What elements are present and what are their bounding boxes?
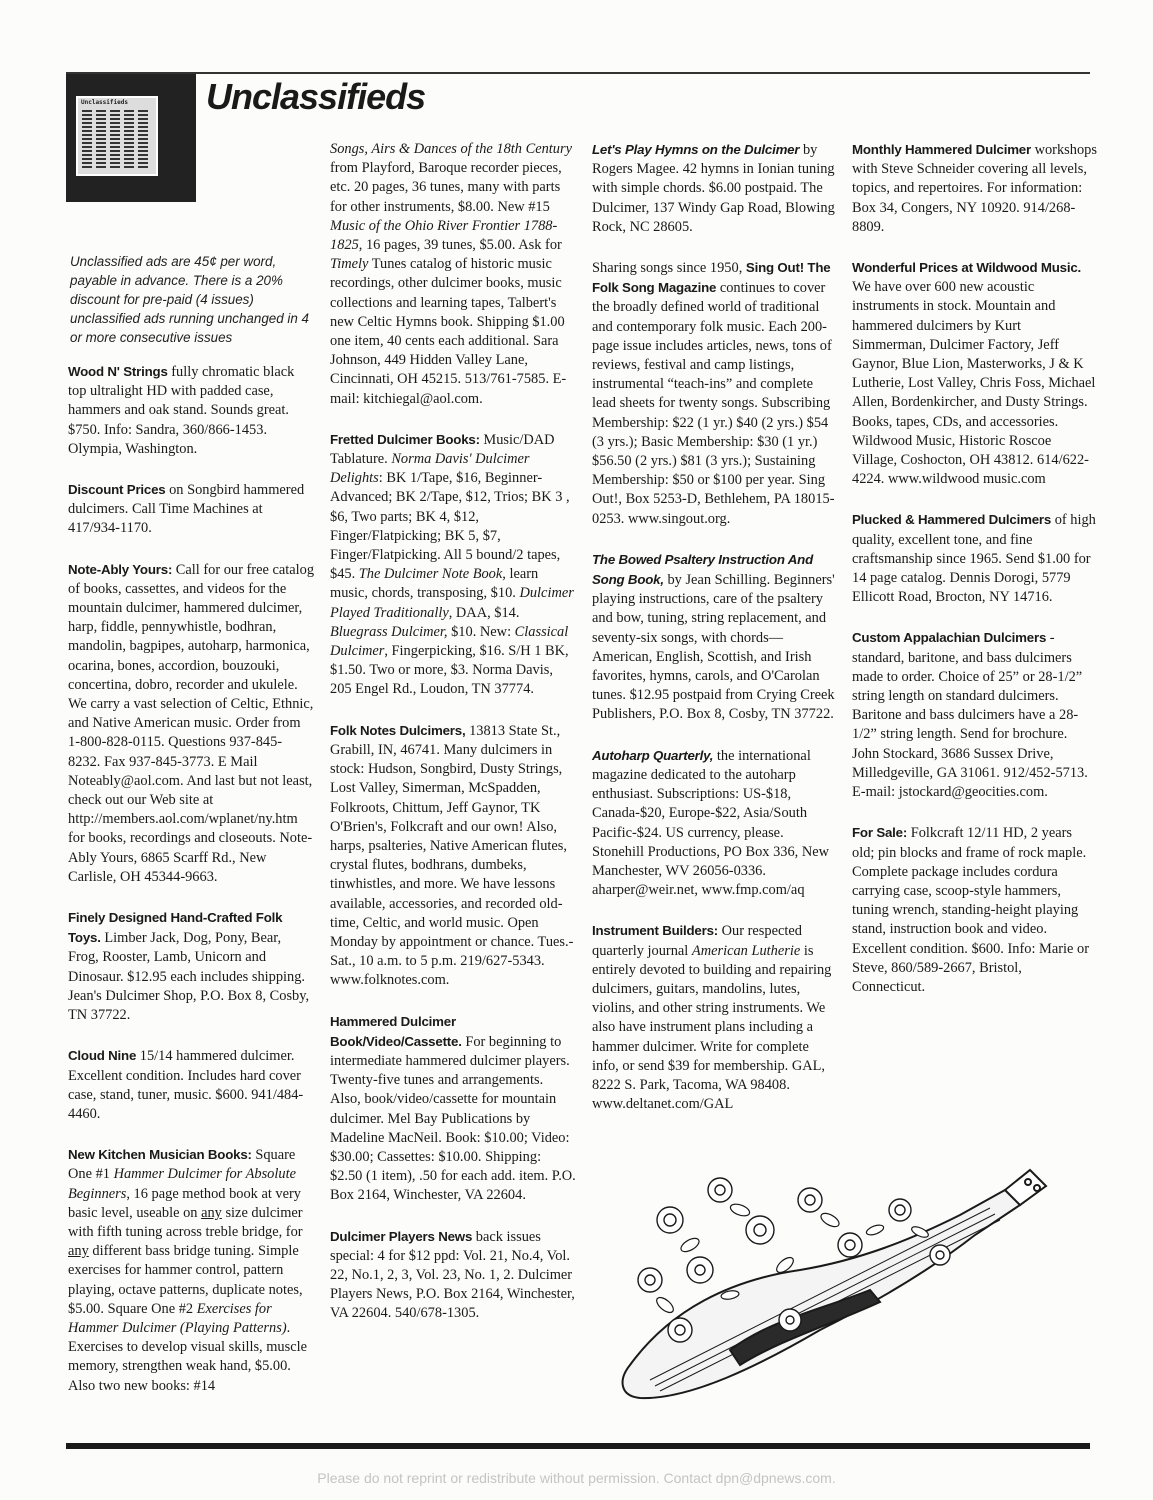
ad-monthly-hammered-dulcimer xyxy=(852,140,1098,237)
book-title: Hammer Dulcimer for Absolute Beginners xyxy=(68,1166,296,1202)
ad-text: , Fingerpicking, $16. S/H 1 BK, $1.50. Two or more, $3. Norma Davis, 205 Engel Rd., Loudon, TN 37774. xyxy=(330,643,569,698)
ad-body: Limber Jack, Dog, Pony, Bear, Frog, Rooster, Lamb, Unicorn and Dinosaur. $12.95 each includes shipping. Jean's Dulcimer Shop, P.O. Box 8, Cosby, TN 37722. xyxy=(68,930,310,1024)
ad-title: Custom Appalachian Dulcimers xyxy=(852,630,1047,646)
ad-discount-prices xyxy=(68,480,314,539)
ad-sing-out xyxy=(592,258,838,529)
ad-body: 13813 State St., Grabill, IN, 46741. Many dulcimers in stock: Hudson, Songbird, Dusty Strings, Lost Valley, Simerman, McSpadden, Folkroots, Chittum, Jeff Gaynor, TK O'Brien's, Folkcraft and our own! Also, harps, psalteries, Native American flutes, crystal flutes, bodhrans, dumbeks, tinwhistles, and more. We have lessons available, accessories, and recorded old-time, Celtic, and world music. Open Monday by appointment or chance. Tues.-Sat., 10 a.m. to 5 p.m. 219/627-5343. www.folknotes.com. xyxy=(330,722,574,989)
ad-title: Instrument Builders: xyxy=(592,923,719,939)
ad-plucked-hammered-dulcimers xyxy=(852,510,1098,607)
ad-text: $10. New: xyxy=(447,623,515,640)
ad-text: from Playford, Baroque recorder pieces, etc. 20 pages, 36 tunes, many with parts for other instruments, $8.00. New #15 xyxy=(330,160,562,215)
newspaper-column xyxy=(138,110,148,168)
ad-title: Finely Designed Hand-Crafted Folk Toys. xyxy=(68,910,283,946)
ad-title: Autoharp Quarterly, xyxy=(592,747,714,763)
ad-title: Wood N' Strings xyxy=(68,364,168,379)
ad-text: learn music, chords, transposing, $10. xyxy=(330,566,539,602)
ad-title: Sing Out! The Folk Song Magazine xyxy=(592,260,831,296)
book-title: Music of the Ohio River Frontier 1788-1825 xyxy=(330,217,558,254)
ad-bowed-psaltery xyxy=(592,550,838,725)
ad-body: by Jean Schilling. Beginners' playing instructions, care of the psaltery and bow, tuning, string replacement, and seventy-six songs, with chords—American, English, Scottish, and Irish favorites, hymns, carols, and O'Carolan tunes. $12.95 postpaid from Crying Creek Publishers, P.O. Box 8, Cosby, TN 37722. xyxy=(592,572,835,723)
ad-text: , DAA, $14. xyxy=(448,604,520,621)
ad-title: Let's Play Hymns on the Dulcimer xyxy=(592,142,800,157)
ad-body: Folkcraft 12/11 HD, 2 years old; pin blocks and frame of rock maple. Complete package includes cordura carrying case, scoop-style hammers, tuning wrench, standing-height playing stand, instruction book and video. Excellent condition. $600. Info: Marie or Steve, 860/589-2667, Bristol, Connecticut. xyxy=(852,825,1089,995)
ad-text: Square One #1 xyxy=(68,1147,296,1183)
ad-hammered-dulcimer-book xyxy=(330,1012,576,1206)
ad-text: Music/DAD Tablature. xyxy=(330,431,555,468)
ad-cloud-nine xyxy=(68,1046,314,1124)
column-2 xyxy=(330,140,576,1345)
ad-text: is entirely devoted to building and repairing dulcimers, guitars, mandolins, lutes, violins, and other string instruments. We also have instrument plans including a hammer dulcimer. Write for complete info, or send $39 for membership. GAL, 8222 S. Park, Tacoma, WA 98408. www.deltanet.com/GAL xyxy=(592,942,832,1113)
ad-title: Discount Prices xyxy=(68,482,166,498)
newspaper-column xyxy=(82,110,92,168)
ad-body: on Songbird hammered dulcimers. Call Time Machines at 417/934-1170. xyxy=(68,482,305,537)
newspaper-column xyxy=(110,110,120,168)
ad-wood-n-strings xyxy=(68,362,314,459)
ad-title: Cloud Nine xyxy=(68,1048,137,1064)
ad-fretted-dulcimer-books xyxy=(330,430,576,700)
ad-title: Hammered Dulcimer Book/Video/Cassette. xyxy=(330,1013,462,1049)
logo-caption: Unclassifieds xyxy=(81,99,128,106)
book-title: The Dulcimer Note Book, xyxy=(358,566,506,583)
ad-body: For beginning to intermediate hammered dulcimer players. Twenty-five tunes and arrangements. Also, book/video/cassette for mountain dulcimer. Mel Bay Publications by Madeline MacNeil. Book: $10.00; Video: $30.00; Cassettes: $10.00. Shipping: $2.50 (1 item), .50 for each add. item. P.O. Box 2164, Winchester, VA 22604. xyxy=(330,1033,576,1204)
ad-text: : BK 1/Tape, $16, Beginner-Advanced; BK 2/Tape, $12, Trios; BK 3 , $6, Two parts; BK 4, $12, Finger/Flatpicking; BK 5, $7, Finger/Flatpicking. All 5 bound/2 tapes, $45. xyxy=(330,470,570,583)
intro-text: Unclassified ads are 45¢ per word, payable in advance. There is a 20% discount for pre-paid (4 issues) unclassified ads running unchanged in 4 or more consecutive issues xyxy=(70,254,309,345)
newspaper-column xyxy=(96,110,106,168)
ad-lets-play-hymns xyxy=(592,140,838,237)
ad-body: 15/14 hammered dulcimer. Excellent condition. Includes hard cover case, stand, tuner, music. $600. 941/484-4460. xyxy=(68,1048,304,1122)
ad-body: fully chromatic black top ultralight HD with padded case, hammers and oak stand. Sounds great. $750. Info: Sandra, 360/866-1453. Olympia, Washington. xyxy=(68,364,295,457)
ad-text: , 16 page method book at very basic level, useable on xyxy=(68,1185,302,1221)
ad-text: different bass bridge tuning. Simple exercises for hammer control, pattern playing, octave patterns, duplicate notes, $5.00. Square One #2 xyxy=(68,1243,303,1317)
ad-note-ably-yours xyxy=(68,560,314,887)
section-logo xyxy=(66,74,196,202)
page-title: Unclassifieds xyxy=(206,76,426,117)
ad-title: Wonderful Prices at Wildwood Music. xyxy=(852,260,1082,276)
ad-title: Monthly Hammered Dulcimer xyxy=(852,142,1031,157)
column-3 xyxy=(592,140,838,1135)
ad-text: , 16 pages, 39 tunes, $5.00. Ask for xyxy=(358,237,562,254)
ad-custom-appalachian-dulcimers xyxy=(852,628,1098,802)
bottom-rule xyxy=(66,1443,1090,1449)
column-1 xyxy=(68,362,314,1417)
book-title: Timely xyxy=(330,256,369,273)
book-title: Norma Davis' Dulcimer Delights xyxy=(330,451,530,487)
book-title: Exercises for Hammer Dulcimer (Playing Patterns) xyxy=(68,1300,287,1336)
ad-new-kitchen-continued xyxy=(330,140,576,409)
book-title: Classical Dulcimer xyxy=(330,623,569,660)
dulcimer-with-roses-illustration xyxy=(610,1160,1050,1410)
book-title: Dulcimer Played Traditionally xyxy=(330,585,574,621)
ad-text: size dulcimer with fifth tuning across treble bridge, for xyxy=(68,1204,303,1240)
ad-for-sale xyxy=(852,823,1098,997)
column-4 xyxy=(852,140,1098,1018)
book-title: Songs, Airs & Dances of the 18th Century xyxy=(330,141,572,157)
ad-title: The Bowed Psaltery Instruction And Song Book, xyxy=(592,551,814,588)
ad-body: Call for our free catalog of books, cassettes, and videos for the mountain dulcimer, hammered dulcimer, harp, fiddle, pennywhistle, bodhran, mandolin, bagpipes, autoharp, harmonica, ocarina, bones, accordion, bouzouki, concertina, dobro, recorder and ukulele. We carry a vast selection of Celtic, Ethnic, and Native American music. Order from 1-800-828-0115. Questions 937-845-8232. Fax 937-845-3773. E Mail Noteably@aol.com. And last but not least, check out our Web site at http://members.aol.com/wplanet/ny.htm for books, recordings and closeouts. Note-Ably Yours, 6865 Scarff Rd., New Carlisle, OH 45344-9663. xyxy=(68,561,315,885)
ad-autoharp-quarterly xyxy=(592,746,838,901)
newspaper-column xyxy=(124,110,134,168)
top-rule xyxy=(66,72,1090,74)
ad-body: by Rogers Magee. 42 hymns in Ionian tuning with simple chords. $6.00 postpaid. The Dulcimer, 137 Windy Gap Road, Blowing Rock, NC 28605. xyxy=(592,142,835,235)
ad-body: the international magazine dedicated to the autoharp enthusiast. Subscriptions: US-$18, Canada-$20, Europe-$22, Asia/South Pacific-$24. US currency, please. Stonehill Productions, PO Box 336, New Manchester, WV 26056-0336. aharper@weir.net, www.fmp.com/aq xyxy=(592,747,830,899)
ad-title: Dulcimer Players News xyxy=(330,1228,473,1244)
book-title: Bluegrass Dulcimer, xyxy=(330,623,448,640)
journal-title: American Lutherie xyxy=(691,942,801,959)
underlined-word: any xyxy=(68,1243,89,1260)
ad-folk-notes-dulcimers xyxy=(330,721,576,991)
underlined-word: any xyxy=(201,1204,222,1221)
ad-new-kitchen-musician xyxy=(68,1145,314,1396)
newspaper-icon xyxy=(76,96,158,176)
ad-instrument-builders xyxy=(592,921,838,1114)
ad-text: Sharing songs since 1950, xyxy=(592,260,746,277)
ad-wildwood-music xyxy=(852,258,1098,489)
ad-text: Our respected quarterly journal xyxy=(592,923,802,959)
ad-body: workshops with Steve Schneider covering all levels, topics, and repertoires. For information: Box 34, Congers, NY 10920. 914/268-8809. xyxy=(852,142,1097,235)
ad-title: For Sale: xyxy=(852,825,908,841)
ad-title: Plucked & Hammered Dulcimers xyxy=(852,512,1052,528)
ad-body: continues to cover the broadly defined world of traditional and contemporary folk music. Each 200-page issue includes articles, news, tons of reviews, festival and camp listings, instrumental “teach-ins” and complete lead sheets for twenty songs. Subscribing Membership: $22 (1 yr.) $40 (2 yrs.) $54 (3 yrs.); Basic Membership: $30 (1 yr.) $56.50 (2 yrs.) $81 (3 yrs.); Sustaining Membership: $50 or $100 per year. Sing Out!, Box 5253-D, Bethlehem, PA 18015-0253. www.singout.org. xyxy=(592,280,835,527)
ad-body: - standard, baritone, and bass dulcimers made to order. Choice of 25” or 28-1/2” string length on standard dulcimers. Baritone and bass dulcimers have a 28-1/2” string length. Send for brochure. John Stockard, 3686 Sussex Drive, Milledgeville, GA 31061. 912/452-5713. E-mail: jstockard@geocities.com. xyxy=(852,630,1088,801)
ad-body: We have over 600 new acoustic instruments in stock. Mountain and hammered dulcimers by Kurt Simmerman, Dulcimer Factory, Jeff Gaynor, Blue Lion, Masterworks, J & K Lutherie, Lost Valley, Chris Foss, Michael Allen, Bordenkircher, and Dusty Strings. Books, tapes, CDs, and accessories. Wildwood Music, Historic Roscoe Village, Coshocton, OH 43812. 614/622-4224. www.wildwood music.com xyxy=(852,279,1096,488)
ad-folk-toys xyxy=(68,908,314,1025)
ad-text: . Exercises to develop visual skills, muscle memory, strengthen weak hand, $5.00. Also two new books: #14 xyxy=(68,1319,307,1394)
ad-title: Fretted Dulcimer Books: xyxy=(330,431,480,447)
ad-title: Folk Notes Dulcimers, xyxy=(330,722,466,738)
footer-notice: Please do not reprint or redistribute without permission. Contact dpn@dpnews.com. xyxy=(317,1470,836,1486)
ad-dulcimer-players-news xyxy=(330,1227,576,1324)
ad-title: New Kitchen Musician Books: xyxy=(68,1147,252,1163)
ad-title: Note-Ably Yours: xyxy=(68,561,173,577)
ad-body: back issues special: 4 for $12 ppd: Vol. 21, No.4, Vol. 22, No.1, 2, 3, Vol. 23, No. 1, 2. Dulcimer Players News, P.O. Box 2164, Winchester, VA 22604. 540/678-1305. xyxy=(330,1228,575,1322)
ad-text: Tunes catalog of historic music recordings, other dulcimer books, music collections and learning tapes, Talbert's new Celtic Hymns book. Shipping $1.00 one item, 40 cents each additional. Sara Johnson, 449 Hidden Valley Lane, Cincinnati, OH 45215. 513/761-7585. E-mail: kitchiegal@aol.com. xyxy=(330,256,567,407)
ad-body: of high quality, excellent tone, and fine craftsmanship since 1965. Send $1.00 for 14 page catalog. Dennis Dorogi, 5779 Ellicott Road, Brocton, NY 14716. xyxy=(852,512,1096,606)
